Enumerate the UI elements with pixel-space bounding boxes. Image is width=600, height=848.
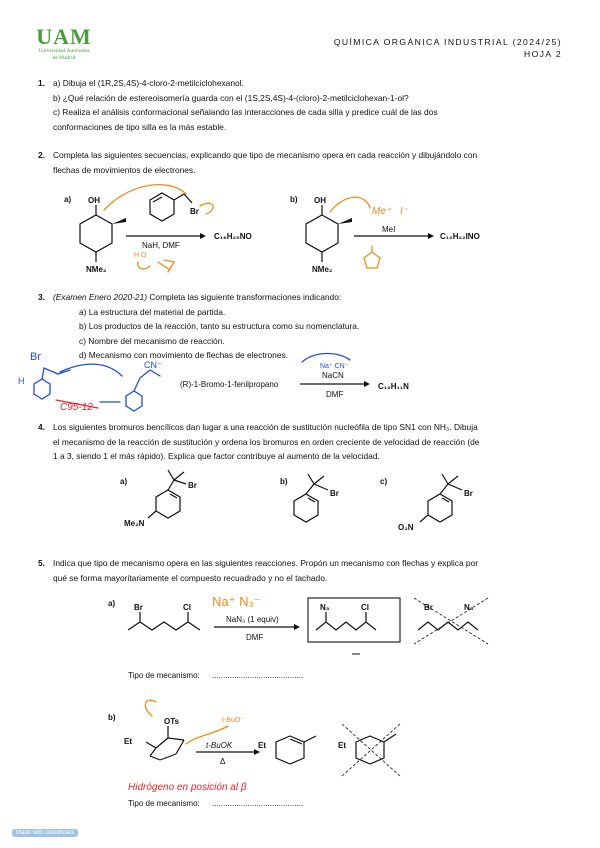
q4-a-label: a) [120,477,128,486]
q5a-chain [128,622,200,630]
q5b-ring-2 [168,738,184,740]
q5a-reagent: NaN₃ (1 equiv) [226,615,279,624]
q5b-tipo-label: Tipo de mecanismo: [128,799,200,808]
q2a-ink-o: O [141,252,147,259]
question-number: 1. [38,78,45,88]
q5-line2: qué se forma mayoritariamente el compuesto recuadrado y no el tachado. [53,572,328,583]
q3-item-d: d) Mecanismo con movimiento de flechas de electrones. [79,350,289,360]
q5b-delta: Δ [220,757,226,766]
q5a-tipo-dots: ......................................... [212,671,304,680]
q2a-product: C₁₆H₂₅NO [214,232,252,241]
q2-text-line1: Completa las siguientes secuencias, explicando que tipo de mecanismo opera en cada reacción y dibujándolo con [53,150,478,160]
q2b-nme2: NMe₂ [312,265,333,274]
q2a-ink-h: H [134,252,140,259]
q2b-oh: OH [314,196,326,205]
q2a-label: a) [64,195,72,204]
q5b-ring-4 [160,754,176,760]
q2b-label: b) [290,195,298,204]
q4-c-no2: O₂N [398,523,414,532]
q5a-crossed-br: Br [424,603,433,612]
q5a-product-cl: Cl [361,603,369,612]
question-number: 3. [38,292,45,302]
q4-line2: el mecanismo de la reacción de sustitución y ordena los bromuros en orden creciente de velocidad de reacción (de [53,436,480,447]
q3-ink-na-cn: Na⁺ CN⁻ [320,363,349,370]
question-number: 2. [38,150,45,160]
q5b-crossed-et: Et [338,741,346,750]
q4-a-br: Br [188,481,197,490]
q3-item-b: b) Los productos de la reacción, tanto su estructura como su nomenclatura. [79,321,360,331]
q2b-ink-i: I⁻ [400,206,409,217]
q4-c-label: c) [380,477,388,486]
q4-c-br: Br [464,489,473,498]
q1-part-c-line2: conformaciones de tipo silla es la más estable. [53,121,227,132]
q5a-product-chain [316,622,376,630]
q1-part-b: b) ¿Qué relación de estereoisomería guarda con el (1S,2S,4S)-4-(cloro)-2-metilciclohexan-1-ol? [53,92,409,103]
q4-line1: Los siguientes bromuros bencílicos dan lugar a una reacción de sustitución nucleófila de tipo SN1 con NH₃. Dibuja [53,422,478,432]
q5a-cl: Cl [183,603,191,612]
q3-reagent-bottom: DMF [326,390,344,399]
course-title: QUÍMICA ORGÁNICA INDUSTRIAL (2024/25) [333,37,562,47]
q5b-ink-tbuo: t-BuO⁻ [222,717,244,724]
q5b-product-me [304,736,316,742]
q5b-crossed-me [384,734,396,742]
q2a-nme2: NMe₂ [86,265,107,274]
q5b-ring-6 [150,748,156,756]
logo-mark: UAM [36,24,92,49]
goodnotes-badge: Made with Goodnotes [12,829,78,837]
q5b-ots: OTs [164,717,179,726]
q2a-oh: OH [88,196,100,205]
q3-intro: Completa las siguiente transformaciones indicando: [147,292,342,302]
q3-item-a: a) La estructura del material de partida. [79,306,226,317]
q2b-ink-me: Me⁺ [372,206,392,217]
q3-reagent-top: NaCN [322,371,344,380]
q5a-ink-na-n3: Na⁺ N₃⁻ [212,594,261,609]
question-number: 4. [38,422,45,432]
q1-part-a: a) Dibuja el (1R,2S,4S)-4-cloro-2-metilciclohexanol. [53,78,244,88]
q5b-et: Et [124,737,132,746]
q5a-br: Br [134,603,143,612]
question-number: 5. [38,558,45,568]
q4-b-label: b) [280,477,288,486]
q5b-ink-arrow [145,700,156,716]
q5b-et-bond [146,742,156,748]
q5b-ring-1 [156,738,168,748]
q5b-crossed-ring [356,736,384,764]
q5b-ring-5 [150,756,160,760]
q5a-crossed-n3: N₃ [464,603,474,612]
q5b-label: b) [108,713,116,722]
q5b-reagent: t-BuOK [206,741,233,750]
q3-ink-h: H [18,376,25,386]
q2-text-line2: flechas de movimientos de electrones. [53,164,196,175]
q2b-reagent: MeI [382,225,396,234]
q3-item-c: c) Nombre del mecanismo de reacción. [79,335,225,346]
q3-exam-ref: (Examen Enero 2020-21) [53,292,148,302]
q5b-ring-3 [176,740,184,754]
q2a-reagent: NaH, DMF [142,241,180,250]
q5a-product-n3: N₃ [320,603,330,612]
q3-substrate: (R)-1-Bromo-1-fenilpropano [180,380,279,389]
q4-line3: 1 a 3, siendo 1 el más rápido). Explica que factor contribuye al aumento de la velocidad. [53,451,380,461]
q3-product: C₁₀H₁₁N [378,382,409,391]
q5-line1: Indica que tipo de mecanismo opera en las siguientes reacciones. Propón un mecanismo con flechas y explica por [53,558,479,568]
logo-line2: de Madrid [52,54,76,61]
q3-ink-c95: C95-12 [60,402,93,413]
q5b-product-et: Et [258,741,266,750]
q2b-product: C₁₀H₂₂INO [440,232,480,241]
q5a-solvent: DMF [246,633,264,642]
q4-b-br: Br [330,489,339,498]
q5b-product-ring [276,736,304,764]
logo-line1: Universidad Autónoma [38,48,90,54]
sheet-title: HOJA 2 [523,49,562,59]
q5a-arrowhead [294,624,300,630]
q2a-br: Br [190,207,199,216]
q4-a-nme2: Me₂N [124,519,145,528]
q5a-tipo-label: Tipo de mecanismo: [128,671,200,680]
q5b-tipo-dots: ......................................... [212,799,304,808]
q5b-ink-note: Hidrógeno en posición al β [128,782,247,793]
q3-ink-cn: CN⁻ [144,360,162,370]
q1-part-c-line1: c) Realiza el análisis conformacional señalando las interacciones de cada silla y predice cuál de las dos [53,107,438,117]
q5a-label: a) [108,599,116,608]
q3-ink-br: Br [30,351,41,363]
